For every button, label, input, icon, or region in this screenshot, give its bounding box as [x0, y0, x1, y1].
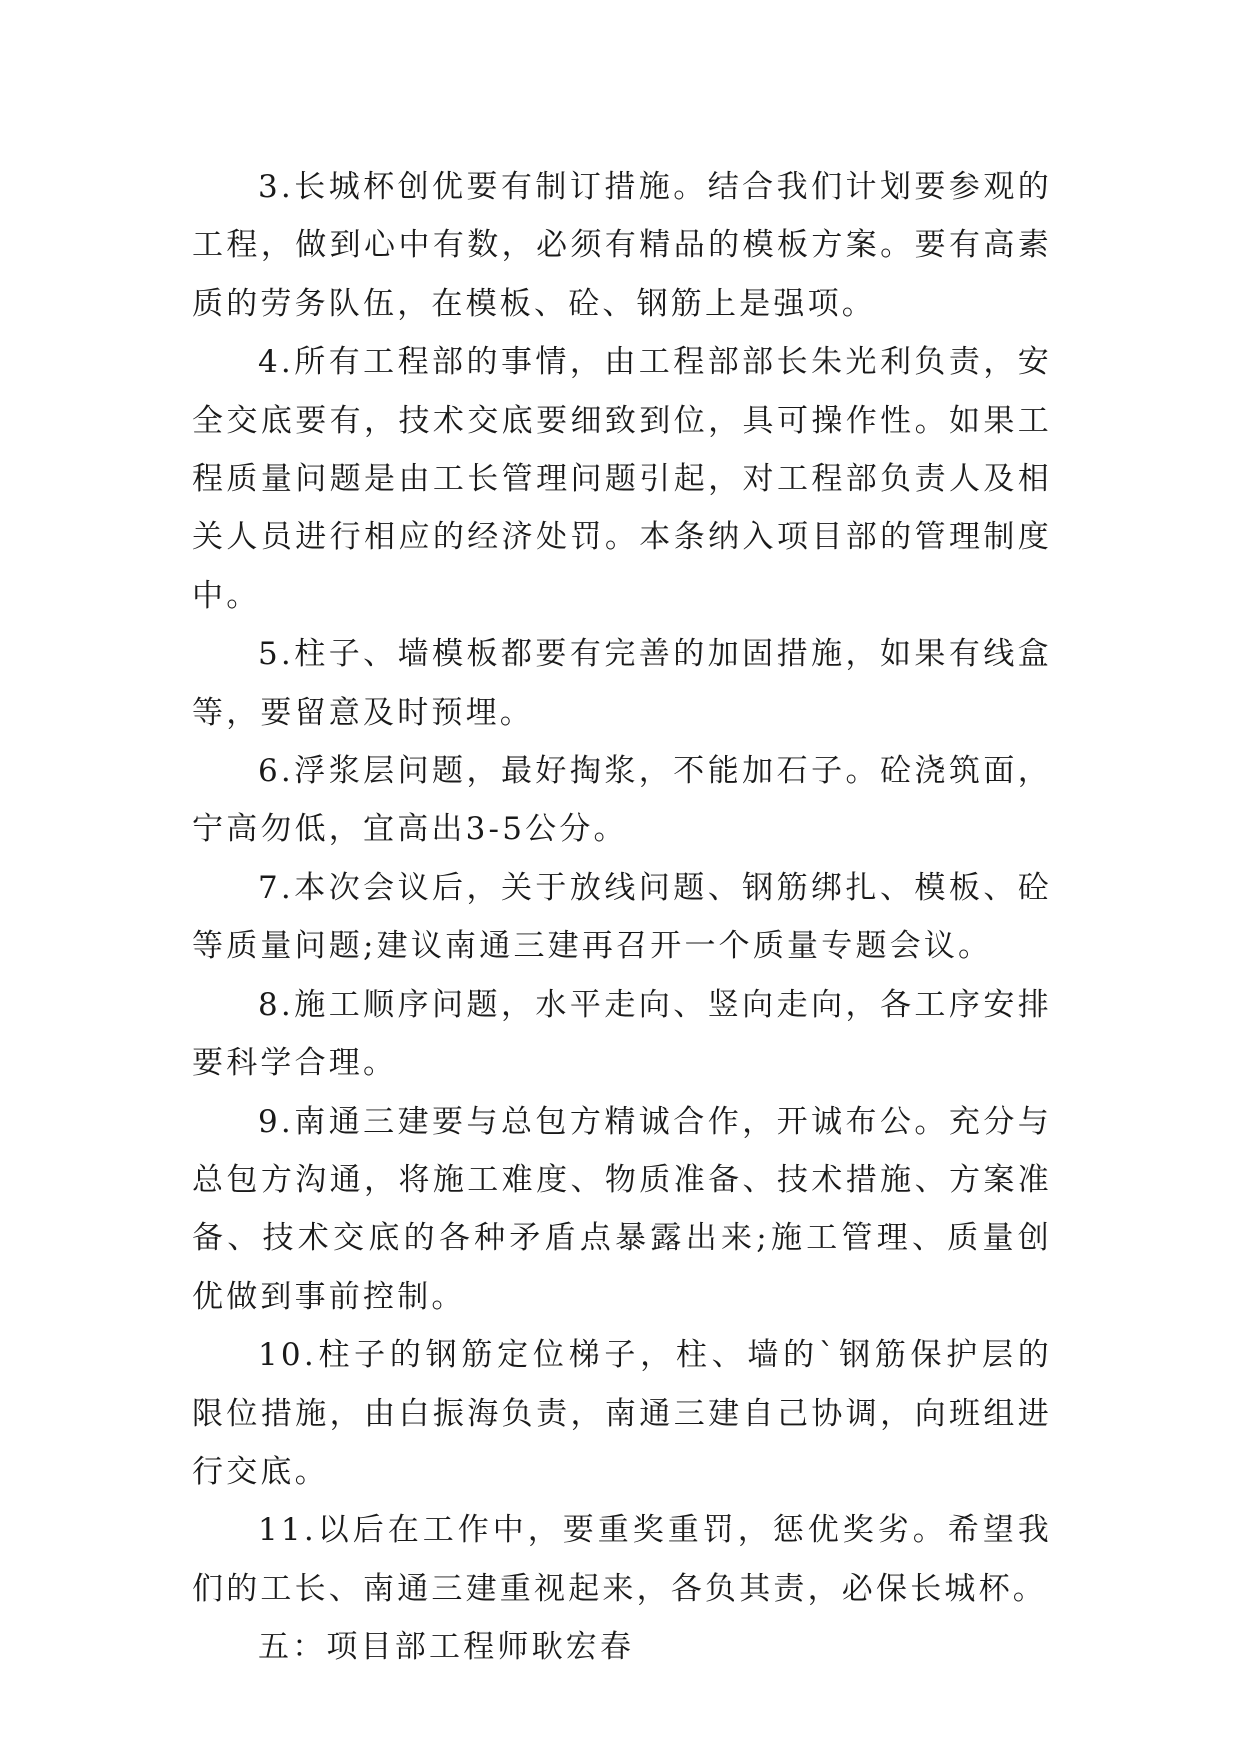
section-heading-engineer: 五：项目部工程师耿宏春 [258, 1629, 635, 1666]
paragraph-item-11: 11.以后在工作中，要重奖重罚，惩优奖劣。希望我们的工长、南通三建重视起来，各负其责，必保长城杯。 [192, 1512, 1052, 1607]
paragraph-item-4: 4.所有工程部的事情，由工程部部长朱光利负责，安全交底要有，技术交底要细致到位，具可操作性。如果工程质量问题是由工长管理问题引起，对工程部负责人及相关人员进行相应的经济处罚。本条纳入项目部的管理制度中。 [192, 344, 1052, 614]
paragraph-item-9: 9.南通三建要与总包方精诚合作，开诚布公。充分与总包方沟通，将施工难度、物质准备、技术措施、方案准备、技术交底的各种矛盾点暴露出来;施工管理、质量创优做到事前控制。 [192, 1103, 1052, 1315]
paragraph-item-3: 3.长城杯创优要有制订措施。结合我们计划要参观的工程，做到心中有数，必须有精品的模板方案。要有高素质的劳务队伍，在模板、砼、钢筋上是强项。 [192, 169, 1052, 322]
paragraph-item-8: 8.施工顺序问题，水平走向、竖向走向，各工序安排要科学合理。 [192, 986, 1052, 1082]
paragraph-item-6: 6.浮浆层问题，最好掏浆，不能加石子。砼浇筑面，宁高勿低，宜高出3-5公分。 [192, 753, 1052, 848]
paragraph-item-5: 5.柱子、墙模板都要有完善的加固措施，如果有线盒等，要留意及时预埋。 [192, 636, 1052, 731]
paragraph-item-7: 7.本次会议后，关于放线问题、钢筋绑扎、模板、砼等质量问题;建议南通三建再召开一个质量专题会议。 [192, 869, 1052, 965]
paragraph-item-10: 10.柱子的钢筋定位梯子，柱、墙的`钢筋保护层的限位措施，由白振海负责，南通三建自己协调，向班组进行交底。 [192, 1337, 1052, 1490]
document-body [192, 158, 1052, 1677]
